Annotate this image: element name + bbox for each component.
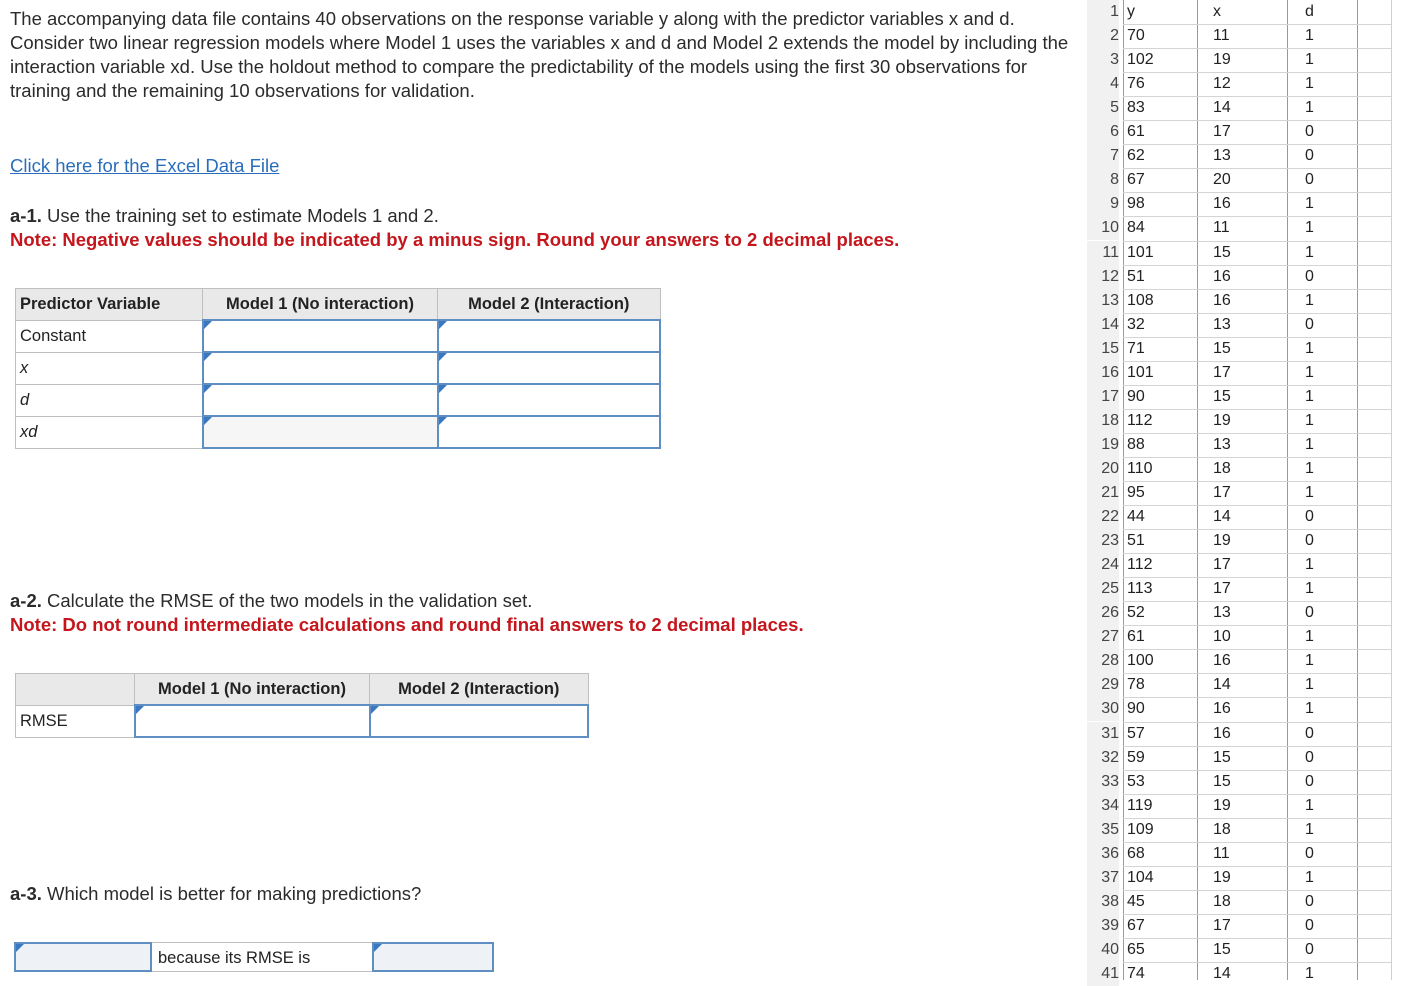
row-number: 5 — [1087, 96, 1119, 120]
cell-y: 110 — [1127, 460, 1153, 477]
cell-y: 32 — [1127, 316, 1145, 333]
cell-x: 14 — [1213, 99, 1231, 116]
cell-x: 15 — [1213, 773, 1231, 790]
cell-x: 16 — [1213, 700, 1231, 717]
model1-constant-input[interactable] — [203, 320, 438, 352]
cell-x: 17 — [1213, 917, 1231, 934]
cell-y: 100 — [1127, 652, 1154, 669]
sheet-row — [1087, 529, 1391, 553]
model1-d-input[interactable] — [203, 384, 438, 416]
sheet-row — [1087, 144, 1391, 168]
part-a2-text: Calculate the RMSE of the two models in the validation set. — [41, 590, 533, 611]
sheet-row-line — [1123, 866, 1391, 867]
sheet-row — [1087, 120, 1391, 144]
cell-d: 1 — [1305, 364, 1314, 381]
sheet-row-line — [1123, 361, 1391, 362]
cell-d: 1 — [1305, 628, 1314, 645]
sheet-row — [1087, 96, 1391, 120]
cell-d: 1 — [1305, 676, 1314, 693]
cell-x: 17 — [1213, 364, 1231, 381]
cell-y: 65 — [1127, 941, 1145, 958]
cell-d: 1 — [1305, 388, 1314, 405]
model2-x-input[interactable] — [438, 352, 661, 384]
sheet-row — [1087, 818, 1391, 842]
sheet-row-line — [1123, 601, 1391, 602]
cell-y: 45 — [1127, 893, 1145, 910]
sheet-row — [1087, 216, 1391, 240]
sheet-row-line — [1123, 818, 1391, 819]
sheet-row — [1087, 697, 1391, 721]
row-number: 24 — [1087, 553, 1119, 577]
sheet-header-row — [1087, 0, 1391, 24]
row-label-constant: Constant — [16, 320, 203, 352]
sheet-row — [1087, 192, 1391, 216]
rmse-col-header-model1: Model 1 (No interaction) — [135, 674, 370, 706]
rmse-comparison-dropdown[interactable] — [372, 942, 494, 972]
cell-y: 51 — [1127, 532, 1145, 549]
row-label-x: x — [16, 352, 203, 384]
cell-x: 12 — [1213, 75, 1231, 92]
cell-y: 84 — [1127, 219, 1145, 236]
sheet-row-line — [1123, 938, 1391, 939]
cell-x: 15 — [1213, 941, 1231, 958]
sheet-row-line — [1123, 433, 1391, 434]
cell-d: 1 — [1305, 195, 1314, 212]
sheet-row-line — [1123, 553, 1391, 554]
cell-d: 1 — [1305, 484, 1314, 501]
col-header-predictor: Predictor Variable — [16, 289, 203, 321]
sheet-row — [1087, 842, 1391, 866]
cell-x: 14 — [1213, 508, 1231, 525]
sheet-right-edge — [1391, 0, 1404, 980]
sheet-row-line — [1123, 192, 1391, 193]
part-a1-note: Note: Negative values should be indicated by a minus sign. Round your answers to 2 decimal places. — [10, 229, 900, 250]
cell-y: 51 — [1127, 268, 1145, 285]
cell-y: 74 — [1127, 965, 1145, 982]
cell-d: 0 — [1305, 147, 1314, 164]
cell-d: 1 — [1305, 412, 1314, 429]
cell-d: 1 — [1305, 51, 1314, 68]
cell-y: 76 — [1127, 75, 1145, 92]
cell-d: 1 — [1305, 700, 1314, 717]
cell-d: 1 — [1305, 556, 1314, 573]
row-number: 28 — [1087, 649, 1119, 673]
model2-d-input[interactable] — [438, 384, 661, 416]
cell-y: 62 — [1127, 147, 1145, 164]
sheet-row-line — [1123, 337, 1391, 338]
sheet-row — [1087, 241, 1391, 265]
sheet-row — [1087, 625, 1391, 649]
cell-d: 0 — [1305, 604, 1314, 621]
sheet-row-line — [1123, 890, 1391, 891]
sheet-row-line — [1123, 746, 1391, 747]
cell-d: 1 — [1305, 821, 1314, 838]
sheet-row — [1087, 890, 1391, 914]
header-d: d — [1305, 3, 1314, 20]
sheet-row-line — [1123, 697, 1391, 698]
cell-y: 83 — [1127, 99, 1145, 116]
cell-y: 44 — [1127, 508, 1145, 525]
row-number: 4 — [1087, 72, 1119, 96]
cell-d: 1 — [1305, 27, 1314, 44]
cell-x: 13 — [1213, 316, 1231, 333]
row-number: 31 — [1087, 722, 1119, 746]
sheet-row — [1087, 577, 1391, 601]
coefficients-table — [15, 288, 661, 449]
sheet-row-line — [1123, 457, 1391, 458]
cell-d: 0 — [1305, 123, 1314, 140]
sheet-row — [1087, 433, 1391, 457]
cell-y: 119 — [1127, 797, 1153, 814]
row-number: 17 — [1087, 385, 1119, 409]
cell-x: 14 — [1213, 676, 1231, 693]
row-number: 35 — [1087, 818, 1119, 842]
cell-x: 17 — [1213, 580, 1231, 597]
cell-x: 10 — [1213, 628, 1231, 645]
part-a2-prompt — [10, 589, 804, 637]
row-number: 25 — [1087, 577, 1119, 601]
cell-x: 19 — [1213, 51, 1231, 68]
row-number: 13 — [1087, 289, 1119, 313]
cell-x: 13 — [1213, 604, 1231, 621]
part-a3-prompt — [10, 882, 421, 906]
sheet-row — [1087, 265, 1391, 289]
cell-y: 68 — [1127, 845, 1145, 862]
cell-x: 18 — [1213, 893, 1231, 910]
sheet-row-line — [1123, 72, 1391, 73]
cell-y: 108 — [1127, 292, 1154, 309]
sheet-row — [1087, 361, 1391, 385]
cell-y: 59 — [1127, 749, 1145, 766]
cell-y: 67 — [1127, 171, 1145, 188]
cell-x: 20 — [1213, 171, 1231, 188]
rmse-col-header-blank — [16, 674, 135, 706]
sheet-row — [1087, 505, 1391, 529]
row-number: 19 — [1087, 433, 1119, 457]
col-header-model2: Model 2 (Interaction) — [438, 289, 661, 321]
cell-x: 19 — [1213, 797, 1231, 814]
rmse-col-header-model2: Model 2 (Interaction) — [370, 674, 589, 706]
row-number: 36 — [1087, 842, 1119, 866]
row-number: 11 — [1087, 241, 1119, 265]
cell-d: 0 — [1305, 893, 1314, 910]
data-spreadsheet — [1087, 0, 1391, 980]
cell-y: 52 — [1127, 604, 1145, 621]
model2-xd-input[interactable] — [438, 416, 661, 448]
col-header-model1: Model 1 (No interaction) — [203, 289, 438, 321]
sheet-row-line — [1123, 577, 1391, 578]
row-number: 30 — [1087, 697, 1119, 721]
sheet-row — [1087, 866, 1391, 890]
row-label-xd: xd — [16, 416, 203, 448]
row-number: 33 — [1087, 770, 1119, 794]
sheet-row — [1087, 385, 1391, 409]
cell-x: 17 — [1213, 556, 1231, 573]
sheet-row-line — [1123, 409, 1391, 410]
cell-y: 113 — [1127, 580, 1153, 597]
cell-d: 1 — [1305, 292, 1314, 309]
cell-x: 13 — [1213, 147, 1231, 164]
cell-x: 13 — [1213, 436, 1231, 453]
sheet-row — [1087, 938, 1391, 962]
row-number: 12 — [1087, 265, 1119, 289]
cell-y: 53 — [1127, 773, 1145, 790]
model1-x-input[interactable] — [203, 352, 438, 384]
row-number: 22 — [1087, 505, 1119, 529]
part-a1-label: a-1. — [10, 205, 42, 226]
sheet-row-line — [1123, 962, 1391, 963]
row-number: 1 — [1087, 0, 1119, 24]
cell-d: 1 — [1305, 75, 1314, 92]
cell-d: 0 — [1305, 917, 1314, 934]
cell-y: 57 — [1127, 725, 1145, 742]
cell-d: 1 — [1305, 965, 1314, 982]
sheet-row-line — [1123, 265, 1391, 266]
sheet-row — [1087, 337, 1391, 361]
sheet-row-line — [1123, 385, 1391, 386]
cell-d: 0 — [1305, 725, 1314, 742]
row-number: 38 — [1087, 890, 1119, 914]
part-a3-answer-row — [14, 942, 494, 972]
sheet-row — [1087, 649, 1391, 673]
cell-x: 15 — [1213, 749, 1231, 766]
cell-y: 101 — [1127, 364, 1154, 381]
cell-y: 88 — [1127, 436, 1145, 453]
sheet-row-line — [1123, 794, 1391, 795]
because-text: because its RMSE is — [152, 942, 372, 972]
row-number: 2 — [1087, 24, 1119, 48]
row-number: 40 — [1087, 938, 1119, 962]
sheet-row-line — [1123, 120, 1391, 121]
cell-d: 0 — [1305, 532, 1314, 549]
cell-d: 0 — [1305, 508, 1314, 525]
cell-y: 95 — [1127, 484, 1145, 501]
sheet-row — [1087, 409, 1391, 433]
row-number: 23 — [1087, 529, 1119, 553]
row-number: 29 — [1087, 673, 1119, 697]
header-x: x — [1213, 3, 1221, 20]
sheet-row — [1087, 770, 1391, 794]
cell-y: 61 — [1127, 123, 1145, 140]
sheet-row-line — [1123, 842, 1391, 843]
header-y: y — [1127, 3, 1135, 20]
cell-x: 17 — [1213, 123, 1231, 140]
model2-rmse-input[interactable] — [370, 705, 589, 737]
cell-x: 19 — [1213, 412, 1231, 429]
sheet-row — [1087, 553, 1391, 577]
question-intro: The accompanying data file contains 40 observations on the response variable y along with the predictor variables x and d. Consider two linear regression models where Model 1 uses the variables x and d and Model 2 extends the model by including the interaction variable xd. Use the holdout method to compare the predictability of the models using the first 30 observations for training and the remaining 10 observations for validation. — [10, 8, 1069, 101]
part-a3-text: Which model is better for making predictions? — [41, 883, 422, 904]
sheet-row-line — [1123, 241, 1391, 242]
cell-d: 0 — [1305, 845, 1314, 862]
cell-d: 1 — [1305, 580, 1314, 597]
cell-y: 90 — [1127, 388, 1145, 405]
row-number: 32 — [1087, 746, 1119, 770]
model2-constant-input[interactable] — [438, 320, 661, 352]
cell-d: 0 — [1305, 171, 1314, 188]
sheet-row-line — [1123, 673, 1391, 674]
sheet-row-line — [1123, 649, 1391, 650]
model1-rmse-input[interactable] — [135, 705, 370, 737]
sheet-row — [1087, 481, 1391, 505]
sheet-row-line — [1123, 914, 1391, 915]
part-a3-label: a-3. — [10, 883, 42, 904]
cell-x: 14 — [1213, 965, 1231, 982]
cell-x: 18 — [1213, 460, 1231, 477]
model-choice-dropdown[interactable] — [14, 942, 152, 972]
cell-d: 1 — [1305, 436, 1314, 453]
row-label-rmse: RMSE — [16, 705, 135, 737]
sheet-row — [1087, 746, 1391, 770]
sheet-row-line — [1123, 529, 1391, 530]
cell-x: 16 — [1213, 725, 1231, 742]
cell-d: 1 — [1305, 652, 1314, 669]
sheet-row-line — [1123, 48, 1391, 49]
cell-y: 70 — [1127, 27, 1145, 44]
sheet-row-line — [1123, 289, 1391, 290]
cell-y: 78 — [1127, 676, 1145, 693]
sheet-row-line — [1123, 313, 1391, 314]
cell-d: 1 — [1305, 797, 1314, 814]
sheet-row-line — [1123, 216, 1391, 217]
excel-data-link[interactable]: Click here for the Excel Data File — [10, 155, 280, 176]
sheet-row-line — [1123, 168, 1391, 169]
sheet-row-line — [1123, 96, 1391, 97]
row-number: 3 — [1087, 48, 1119, 72]
sheet-row — [1087, 722, 1391, 746]
cell-x: 11 — [1213, 27, 1230, 44]
cell-x: 15 — [1213, 244, 1231, 261]
sheet-row — [1087, 914, 1391, 938]
row-number: 41 — [1087, 962, 1119, 986]
row-number: 7 — [1087, 144, 1119, 168]
row-label-d: d — [16, 384, 203, 416]
cell-y: 67 — [1127, 917, 1145, 934]
cell-x: 11 — [1213, 219, 1230, 236]
sheet-row — [1087, 72, 1391, 96]
cell-y: 101 — [1127, 244, 1154, 261]
sheet-row — [1087, 48, 1391, 72]
cell-y: 90 — [1127, 700, 1145, 717]
cell-d: 1 — [1305, 219, 1314, 236]
row-number: 8 — [1087, 168, 1119, 192]
row-number: 15 — [1087, 337, 1119, 361]
cell-x: 15 — [1213, 340, 1231, 357]
cell-x: 16 — [1213, 268, 1231, 285]
cell-d: 0 — [1305, 941, 1314, 958]
cell-d: 1 — [1305, 340, 1314, 357]
sheet-row-line — [1123, 481, 1391, 482]
row-number: 16 — [1087, 361, 1119, 385]
cell-d: 0 — [1305, 268, 1314, 285]
cell-y: 112 — [1127, 412, 1153, 429]
sheet-row — [1087, 289, 1391, 313]
cell-x: 16 — [1213, 652, 1231, 669]
row-number: 21 — [1087, 481, 1119, 505]
cell-d: 1 — [1305, 99, 1314, 116]
cell-d: 1 — [1305, 869, 1314, 886]
cell-x: 17 — [1213, 484, 1231, 501]
cell-y: 61 — [1127, 628, 1145, 645]
cell-y: 109 — [1127, 821, 1154, 838]
row-number: 6 — [1087, 120, 1119, 144]
cell-d: 0 — [1305, 316, 1314, 333]
cell-d: 1 — [1305, 460, 1314, 477]
row-number: 37 — [1087, 866, 1119, 890]
sheet-row-line — [1123, 722, 1391, 723]
cell-d: 0 — [1305, 749, 1314, 766]
model1-xd-input[interactable] — [203, 416, 438, 448]
sheet-row — [1087, 457, 1391, 481]
row-number: 14 — [1087, 313, 1119, 337]
part-a2-label: a-2. — [10, 590, 42, 611]
sheet-row-line — [1123, 24, 1391, 25]
cell-d: 1 — [1305, 244, 1314, 261]
sheet-row-line — [1123, 505, 1391, 506]
sheet-row — [1087, 962, 1391, 986]
cell-d: 0 — [1305, 773, 1314, 790]
row-number: 27 — [1087, 625, 1119, 649]
sheet-row-line — [1123, 625, 1391, 626]
sheet-row — [1087, 168, 1391, 192]
sheet-row — [1087, 313, 1391, 337]
cell-x: 16 — [1213, 292, 1231, 309]
sheet-row-line — [1123, 144, 1391, 145]
cell-x: 16 — [1213, 195, 1231, 212]
cell-y: 71 — [1127, 340, 1145, 357]
row-number: 39 — [1087, 914, 1119, 938]
row-number: 18 — [1087, 409, 1119, 433]
cell-x: 11 — [1213, 845, 1230, 862]
cell-y: 98 — [1127, 195, 1145, 212]
row-number: 20 — [1087, 457, 1119, 481]
sheet-row — [1087, 601, 1391, 625]
row-number: 10 — [1087, 216, 1119, 240]
rmse-table — [15, 673, 589, 738]
sheet-row — [1087, 673, 1391, 697]
cell-y: 102 — [1127, 51, 1154, 68]
part-a1-prompt — [10, 204, 899, 252]
sheet-row — [1087, 794, 1391, 818]
sheet-row — [1087, 24, 1391, 48]
sheet-row-line — [1123, 770, 1391, 771]
row-number: 26 — [1087, 601, 1119, 625]
cell-x: 18 — [1213, 821, 1231, 838]
cell-x: 15 — [1213, 388, 1231, 405]
row-number: 9 — [1087, 192, 1119, 216]
part-a2-note: Note: Do not round intermediate calculations and round final answers to 2 decimal places. — [10, 614, 804, 635]
cell-x: 19 — [1213, 869, 1231, 886]
cell-x: 19 — [1213, 532, 1231, 549]
cell-y: 104 — [1127, 869, 1154, 886]
part-a1-text: Use the training set to estimate Models 1 and 2. — [41, 205, 439, 226]
cell-y: 112 — [1127, 556, 1153, 573]
row-number: 34 — [1087, 794, 1119, 818]
